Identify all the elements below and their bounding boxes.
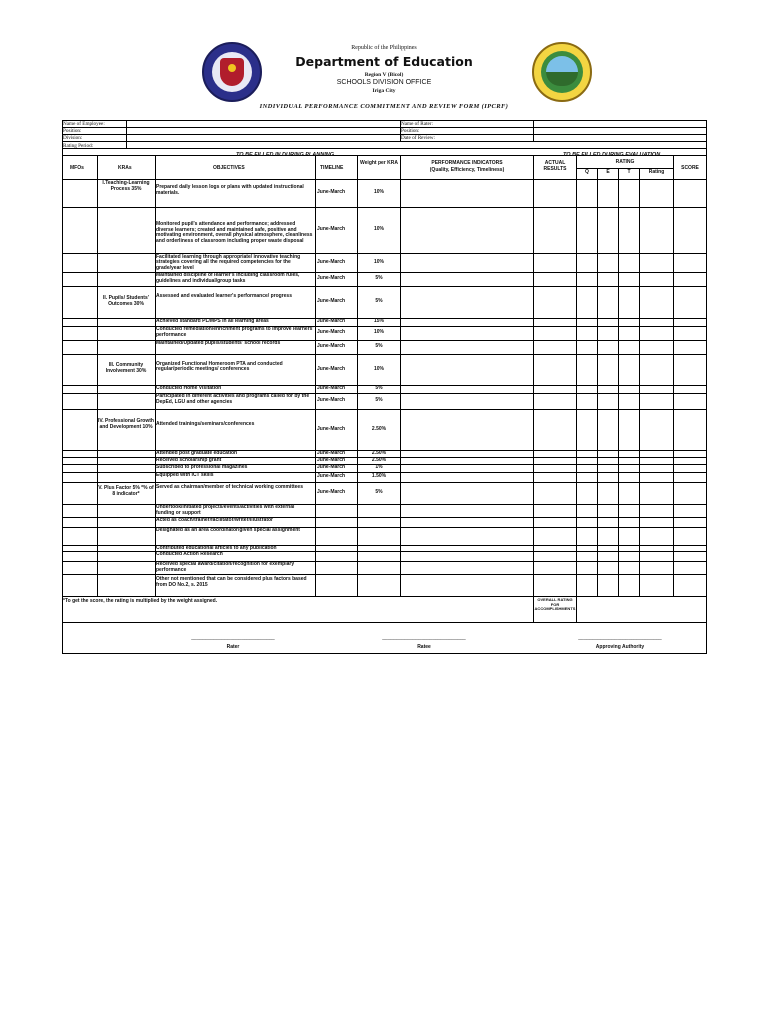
kra-community-involvement: III. Community Involvement 30% — [105, 362, 147, 374]
objective-text: Served as chairman/member of technical working committees — [156, 484, 303, 490]
row-rule — [62, 409, 707, 410]
city-line: Iriga City — [372, 88, 396, 94]
rater-name-label: Name of Rater: — [401, 121, 433, 127]
timeline-text: June-March — [317, 464, 346, 470]
column-rule — [357, 155, 358, 596]
rater-signature-line: ______________________________ — [191, 635, 275, 641]
col-rating: Rating — [648, 169, 665, 175]
objective-text: Acted as coach/trainer/facilitator/writer/illustrator — [156, 517, 273, 523]
col-q: Q — [585, 169, 589, 175]
col-weight: Weight per KRA — [360, 160, 398, 166]
objective-text: Conducted remediation/enrichment programs to improve learners' performance — [156, 326, 314, 338]
column-rule — [618, 168, 619, 596]
timeline-text: June-March — [317, 275, 346, 281]
region-line: Region V (Bicol) — [364, 72, 404, 78]
col-indicators-sub: (Quality, Efficiency, Timeliness) — [429, 167, 505, 173]
overall-rating-label: OVERALL RATING FOR ACCOMPLISHMENTS — [534, 597, 576, 612]
timeline-text: June-March — [317, 343, 346, 349]
timeline-text: June-March — [317, 226, 346, 232]
column-rule — [597, 168, 598, 596]
timeline-text: June-March — [317, 385, 346, 391]
timeline-text: June-March — [317, 397, 346, 403]
weight-text: 5% — [375, 489, 383, 495]
weight-text: 5% — [375, 275, 383, 281]
ratee-signature-line: ______________________________ — [382, 635, 466, 641]
row-rule — [62, 482, 707, 483]
kra-plus-factor: V. Plus Factor 5% *% of 8 indicator* — [98, 485, 154, 497]
column-rule — [576, 596, 577, 622]
timeline-text: June-March — [317, 258, 346, 265]
form-title: INDIVIDUAL PERFORMANCE COMMITMENT AND REVIEW FORM (IPCRF) — [259, 103, 509, 110]
objective-text: Designated as an area coordinator/given special assignment — [156, 527, 300, 533]
timeline-text: June-March — [317, 189, 346, 195]
column-rule — [639, 168, 640, 596]
row-rule — [62, 179, 707, 180]
objective-text: Received scholarship grant — [156, 457, 222, 463]
weight-text: 10% — [373, 226, 384, 232]
weight-text: 5% — [375, 397, 383, 403]
weight-text: 5% — [375, 298, 383, 304]
objective-text: Subscribed to professional magazines — [156, 464, 248, 470]
col-mfos: MFOs — [70, 165, 84, 171]
column-rule — [533, 155, 534, 596]
objective-text: Achieved standard PL/MPS in all learning areas — [156, 318, 269, 324]
objective-text: Conducted Home Visitation — [156, 385, 222, 391]
employee-name-label: Name of Employee: — [63, 121, 105, 127]
col-e: E — [606, 169, 610, 175]
weight-text: 10% — [373, 189, 384, 195]
row-rule — [62, 127, 707, 128]
timeline-text: June-March — [317, 449, 346, 456]
col-timeline: TIMELINE — [320, 165, 344, 171]
evaluation-caption: TO BE FILLED DURING EVALUATION — [563, 152, 661, 158]
objective-text: Contributed educational articles to any publication — [156, 545, 277, 551]
row-rule — [62, 148, 707, 149]
objective-text: Monitored pupil's attendance and performance; addressed diverse learners; created and maintained safe, positive and motivating environment, overall physical atmosphere, cleanliness and orderliness of classroom including proper waste disposal — [156, 221, 313, 244]
column-rule — [400, 155, 401, 596]
weight-text: 10% — [373, 365, 384, 372]
objective-text: Equipped with ICT skills — [156, 472, 214, 478]
weight-text: 2.50% — [371, 425, 387, 432]
score-footnote: *To get the score, the rating is multiplied by the weight assigned. — [63, 598, 218, 604]
timeline-text: June-March — [317, 456, 346, 463]
row-rule — [62, 354, 707, 355]
timeline-text: June-March — [317, 318, 346, 324]
col-score: SCORE — [681, 165, 699, 171]
column-rule — [315, 155, 316, 596]
kra-pupil-outcomes: II. Pupils/ Students' Outcomes 30% — [103, 295, 149, 307]
col-objectives: OBJECTIVES — [213, 165, 245, 171]
objective-text: Conducted Action Research — [156, 551, 223, 557]
row-rule — [62, 596, 707, 597]
approving-signature-label: Approving Authority — [595, 644, 645, 650]
weight-text: 15% — [373, 318, 384, 324]
review-date-label: Date of Review: — [401, 135, 435, 141]
row-rule — [62, 574, 707, 575]
column-rule — [97, 155, 98, 596]
objective-text: Facilitated learning through appropriate/ innovative teaching strategies covering all the required competencies for the grade/year level — [156, 253, 301, 271]
department-title: Department of Education — [295, 54, 473, 69]
col-actual-results: ACTUAL RESULTS — [543, 160, 567, 172]
objective-text: Prepared daily lesson logs or plans with updated instructional materials. — [156, 184, 304, 196]
weight-text: 10% — [373, 258, 384, 265]
weight-text: 2.50% — [371, 456, 387, 463]
row-rule — [62, 141, 707, 142]
row-rule — [62, 207, 707, 208]
objective-text: Other not mentioned that can be considered plus factors based from DO No.2, s. 2015 — [156, 576, 307, 588]
col-t: T — [627, 169, 631, 175]
kra-professional-growth: IV. Professional Growth and Development 10% — [98, 418, 154, 430]
col-kras: KRAs — [118, 165, 132, 171]
timeline-text: June-March — [317, 489, 346, 495]
approving-signature-line: ______________________________ — [578, 635, 662, 641]
timeline-text: June-March — [317, 473, 346, 479]
column-rule — [126, 120, 127, 148]
weight-text: 10% — [373, 329, 384, 335]
column-rule — [673, 155, 674, 596]
objective-text: Attended post graduate education — [156, 450, 238, 456]
row-rule — [62, 134, 707, 135]
weight-text: 1% — [375, 464, 383, 470]
col-indicators: PERFORMANCE INDICATORS — [431, 160, 503, 166]
objective-text: Maintained discipline of learner's including classroom rules, guidelines and individual/group tasks — [156, 272, 300, 284]
rating-period-label: Rating Period: — [63, 143, 94, 149]
rater-position-label: Position: — [401, 128, 420, 134]
objective-text: Received special award/citation/recognition for exemplary performance — [156, 561, 295, 573]
division-label: Division: — [63, 135, 83, 141]
planning-caption: TO BE FILLED IN DURING PLANNING — [236, 152, 334, 158]
row-rule — [62, 286, 707, 287]
objective-text: Maintained/Updated pupils/students' school records — [156, 340, 281, 346]
ratee-signature-label: Ratee — [417, 644, 431, 650]
column-rule — [576, 155, 577, 596]
objective-text: Attended trainings/seminars/conferences — [156, 420, 255, 427]
objective-text: Participated in different activities and programs called for by the DepEd, LGU and other agencies — [156, 393, 310, 405]
division-office-line: SCHOOLS DIVISION OFFICE — [336, 79, 432, 86]
weight-text: 5% — [375, 385, 383, 391]
objective-text: Assessed and evaluated learner's performance/ progress — [156, 293, 292, 299]
weight-text: 5% — [375, 343, 383, 349]
weight-text: 1.50% — [371, 473, 387, 479]
kra-teaching-learning: I.Teaching-Learning Process 35% — [102, 180, 150, 192]
timeline-text: June-March — [317, 298, 346, 304]
row-rule — [62, 622, 707, 623]
timeline-text: June-March — [317, 329, 346, 335]
objective-text: Organized Functional Homeroom PTA and conducted regular/periodic meetings/ conferences — [156, 360, 283, 373]
column-rule — [533, 120, 534, 141]
rater-signature-label: Rater — [226, 644, 240, 650]
position-label: Position: — [63, 128, 82, 134]
timeline-text: June-March — [317, 425, 346, 432]
weight-text: 2.50% — [371, 449, 387, 456]
timeline-text: June-March — [317, 365, 346, 372]
col-rating-group: RATING — [615, 159, 635, 165]
republic-line: Republic of the Philippines — [351, 45, 417, 51]
objective-text: Undertook/initiated projects/events/activities with external funding or support — [156, 504, 295, 516]
